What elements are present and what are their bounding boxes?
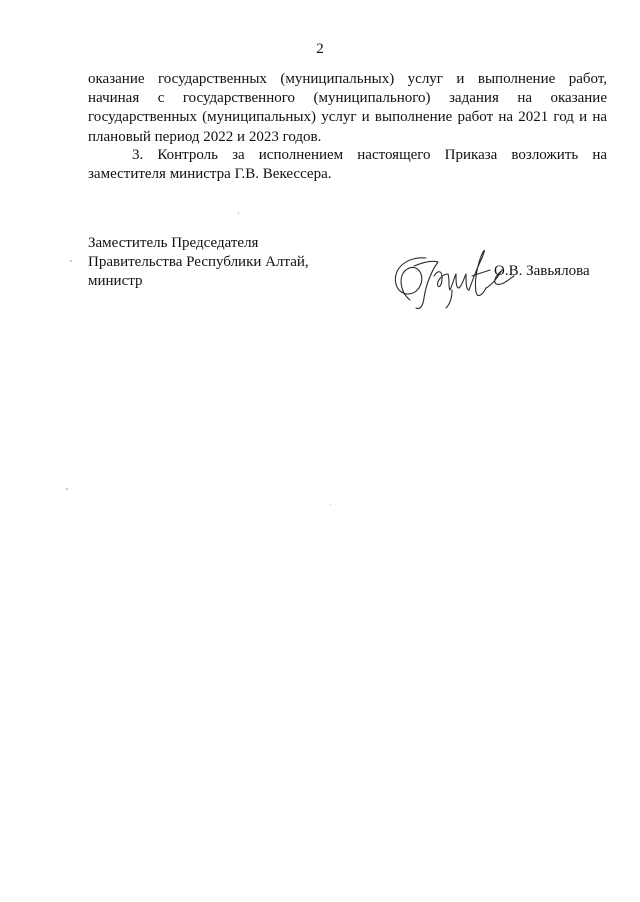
paragraph-item-3	[88, 146, 607, 184]
position-line: Правительства Республики Алтай,	[88, 254, 309, 271]
scan-speck	[238, 212, 239, 214]
signatory-position	[88, 234, 309, 292]
position-line: Заместитель Председателя	[88, 235, 259, 251]
paragraph-line: заместителя министра Г.В. Векессера.	[88, 166, 332, 183]
paragraph-line: оказание государственных (муниципальных) услуг и выполнение работ,	[88, 71, 607, 87]
paragraph-line: плановый период 2022 и 2023 годов.	[88, 128, 322, 145]
scan-speck	[70, 260, 72, 262]
page-number: 2	[316, 41, 324, 57]
paragraph-line: 3. Контроль за исполнением настоящего Приказа возложить на	[132, 147, 607, 163]
scan-speck	[330, 504, 331, 505]
paragraph-line: начиная с государственного (муниципального) задания на оказание	[88, 90, 607, 107]
position-line: министр	[88, 273, 143, 290]
paragraph-continuation	[88, 70, 607, 147]
scan-speck	[66, 488, 68, 490]
paragraph-line: государственных (муниципальных) услуг и выполнение работ на 2021 год и на	[88, 109, 607, 126]
signatory-name: О.В. Завьялова	[494, 263, 590, 279]
